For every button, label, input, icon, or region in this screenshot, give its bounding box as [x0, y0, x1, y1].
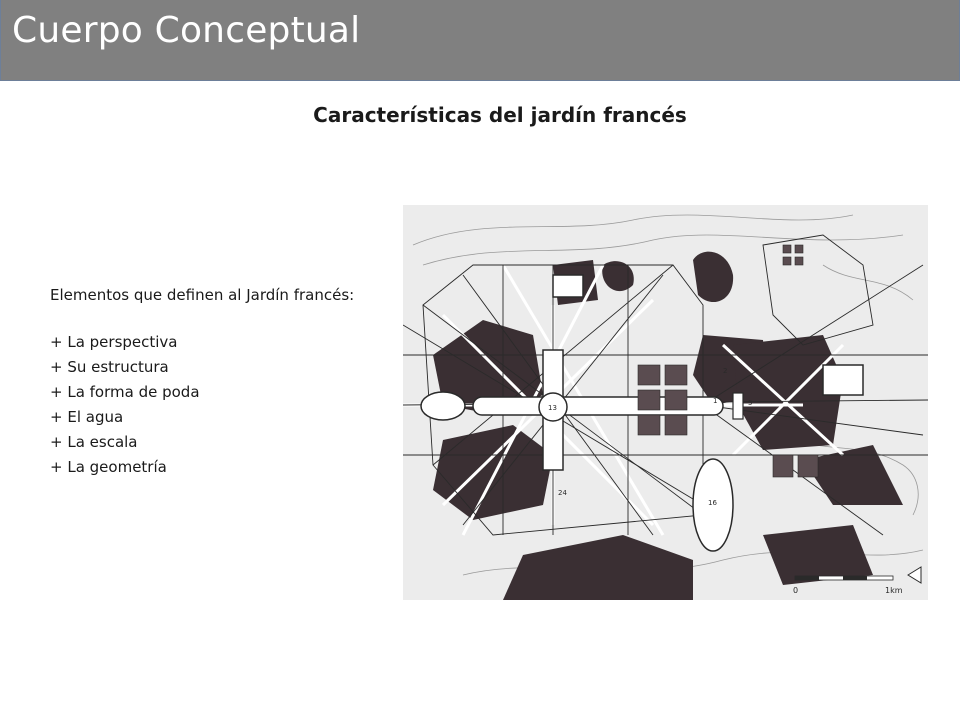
slide-title: Cuerpo Conceptual: [12, 10, 361, 51]
slide-subtitle: Características del jardín francés: [313, 103, 687, 127]
plan-label: 5: [748, 399, 753, 407]
list-item: + La escala: [50, 433, 138, 451]
list-item: + La geometría: [50, 458, 167, 476]
title-bar: [0, 0, 960, 81]
plan-label: 13: [548, 404, 557, 412]
list-item: + La forma de poda: [50, 383, 200, 401]
list-item: + El agua: [50, 408, 124, 426]
scale-end-label: 1km: [885, 586, 903, 595]
list-item: + La perspectiva: [50, 333, 178, 351]
versailles-plan-image: [403, 205, 928, 600]
garden-plan-drawing: [403, 205, 928, 600]
list-item: + Su estructura: [50, 358, 169, 376]
plan-label: 2: [723, 367, 728, 375]
plan-label: 1: [713, 397, 718, 405]
plan-label: 24: [558, 489, 567, 497]
elements-list: [50, 330, 410, 480]
intro-text: Elementos que definen al Jardín francés:: [50, 286, 355, 304]
content-text: [50, 286, 410, 480]
plan-label: 16: [708, 499, 717, 507]
scale-start-label: 0: [793, 586, 799, 595]
